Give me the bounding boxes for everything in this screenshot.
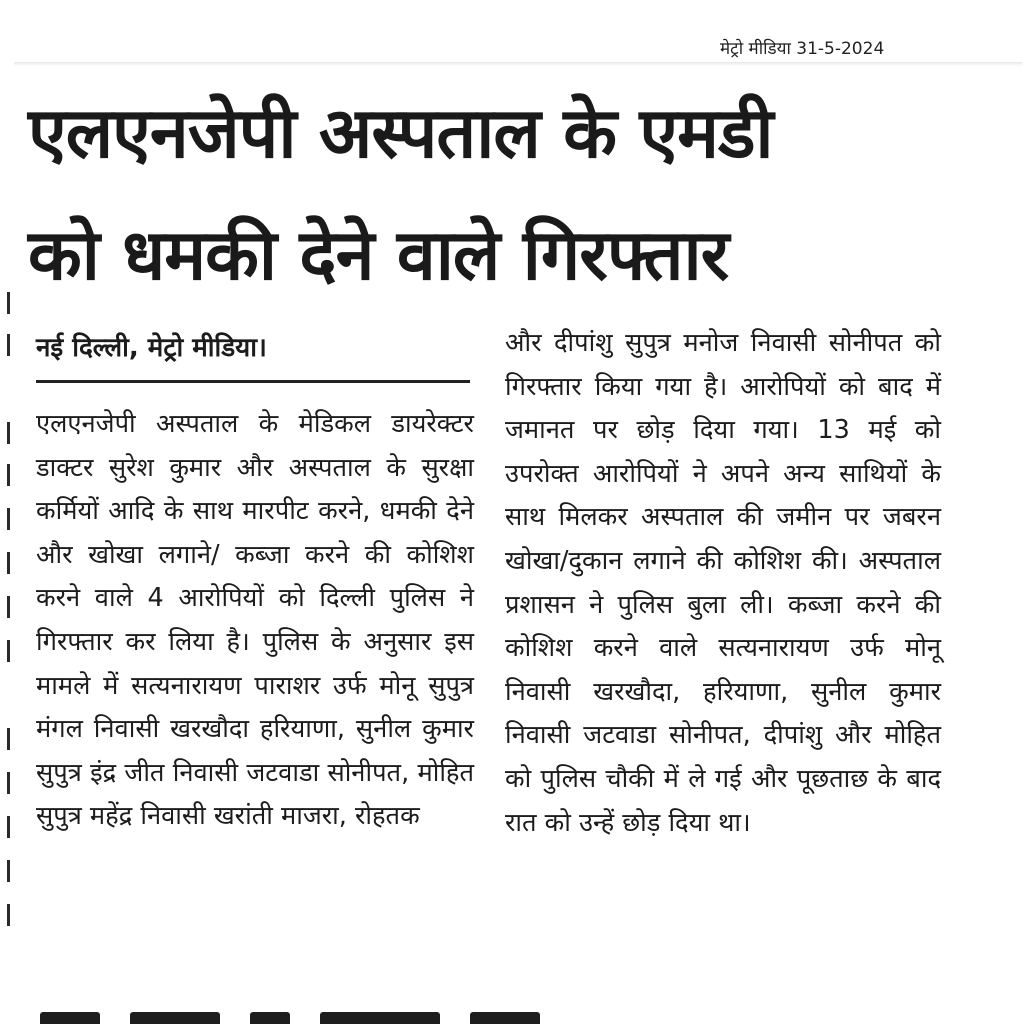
edge-glyph (0, 772, 10, 794)
edge-glyph (0, 292, 10, 314)
edge-glyph (0, 508, 10, 530)
next-headline-fragment (40, 1012, 740, 1024)
edge-glyph (0, 422, 10, 444)
edge-glyph (0, 860, 10, 882)
headline-line-1: एलएनजेपी अस्पताल के एमडी (28, 92, 773, 174)
article-column-left (36, 322, 474, 839)
article-column-right (505, 322, 941, 845)
dateline: नई दिल्ली, मेट्रो मीडिया। (36, 333, 267, 363)
edge-glyph (0, 904, 10, 926)
edge-glyph (0, 728, 10, 750)
top-bar (0, 0, 1023, 62)
edge-glyph (0, 596, 10, 618)
adjacent-column-edge (0, 62, 14, 1024)
source-stamp: मेट्रो मीडिया 31-5-2024 (720, 39, 885, 59)
edge-glyph (0, 816, 10, 838)
edge-glyph (0, 464, 10, 486)
edge-glyph (0, 640, 10, 662)
edge-glyph (0, 334, 10, 356)
edge-glyph (0, 552, 10, 574)
right-column-text: और दीपांशु सुपुत्र मनोज निवासी सोनीपत को गिरफ्तार किया गया है। आरोपियों को बाद में जमानत पर छोड़ दिया गया। 13 मई को उपरोक्त आरोपियों ने अपने अन्य साथियों के साथ मिलकर अस्पताल की जमीन पर जबरन खोखा/दुकान लगाने की कोशिश की। अस्पताल प्रशासन ने पुलिस बुला ली। कब्जा करने की कोशिश करने वाले सत्यनारायण उर्फ मोनू निवासी खरखौदा, हरियाणा, सुनील कुमार निवासी जटवाडा सोनीपत, दीपांशु और मोहित को पुलिस चौकी में ले गई और पूछताछ के बाद रात को उन्हें छोड़ दिया था। (505, 328, 941, 838)
dateline-rule (36, 380, 470, 383)
headline-line-2: को धमकी देने वाले गिरफ्तार (28, 214, 729, 296)
left-column-text: एलएनजेपी अस्पताल के मेडिकल डायरेक्टर डाक्टर सुरेश कुमार और अस्पताल के सुरक्षा कर्मियों आदि के साथ मारपीट करने, धमकी देने और खोखा लगाने/ कब्जा करने की कोशिश करने वाले 4 आरोपियों को दिल्ली पुलिस ने गिरफ्तार कर लिया है। पुलिस के अनुसार इस मामले में सत्यनारायण पाराशर उर्फ मोनू सुपुत्र मंगल निवासी खरखौदा हरियाणा, सुनील कुमार सुपुत्र इंद्र जीत निवासी जटवाडा सोनीपत, मोहित सुपुत्र महेंद्र निवासी खरांती माजरा, रोहतक (36, 409, 474, 832)
